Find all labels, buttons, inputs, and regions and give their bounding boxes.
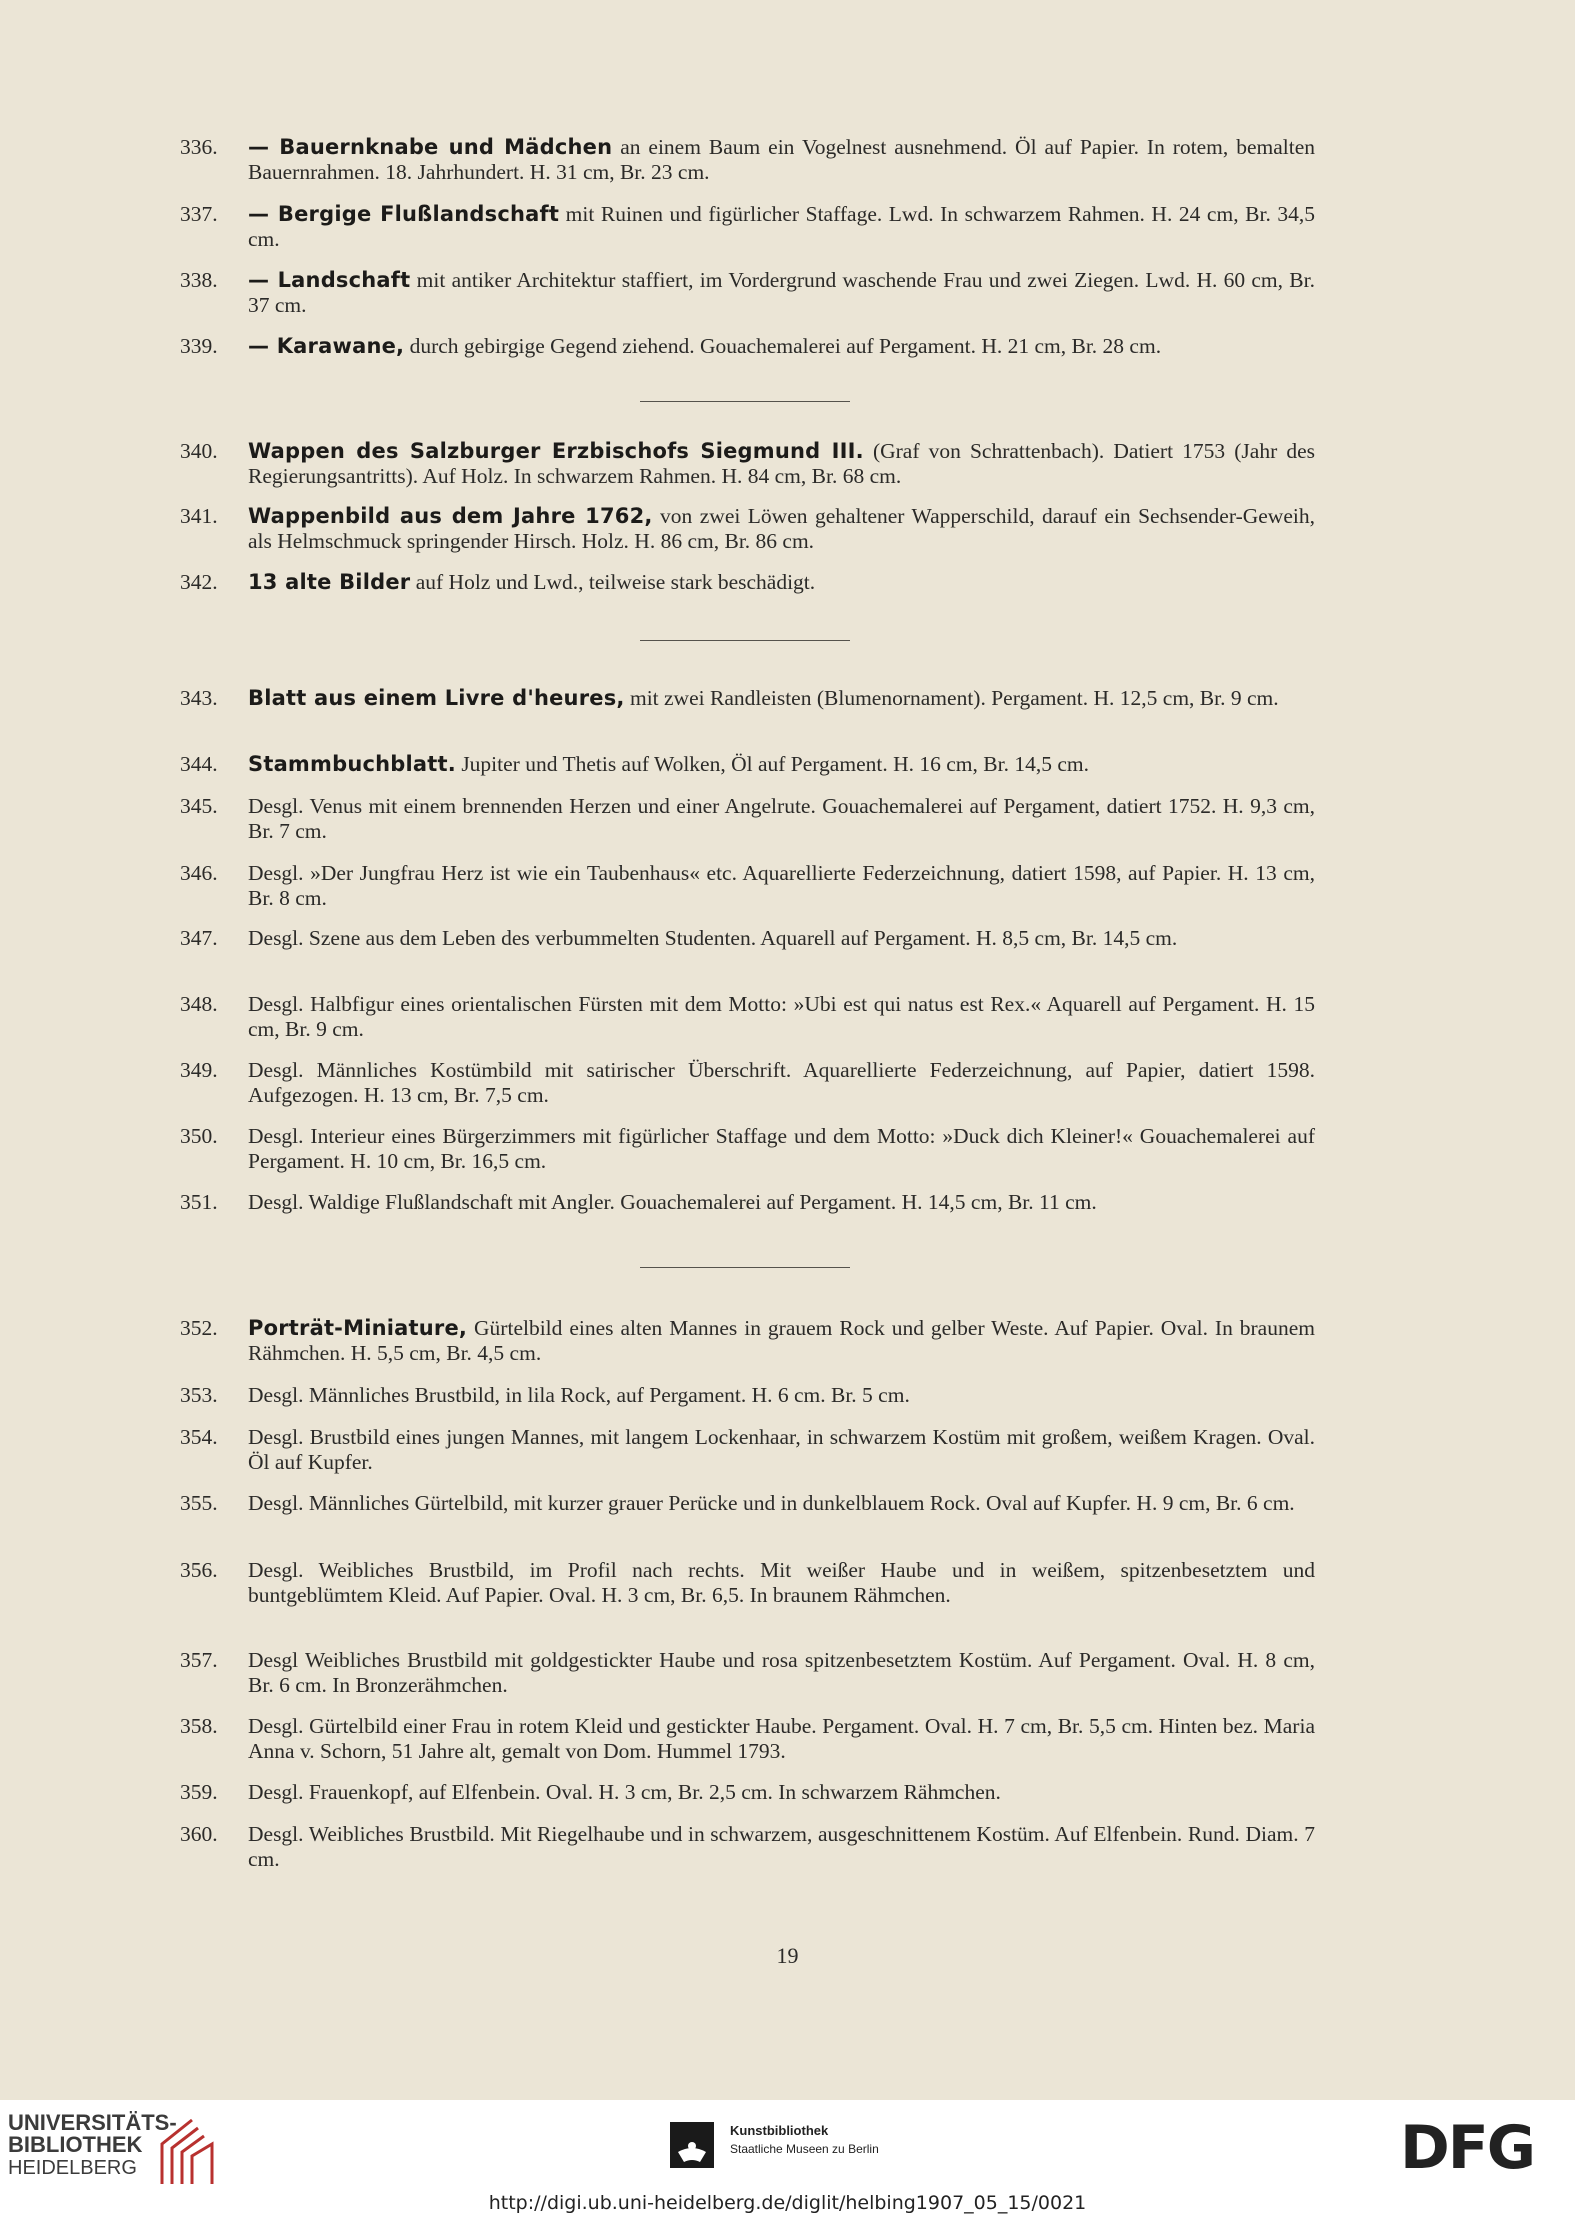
entry-description: Desgl. Waldige Flußlandschaft mit Angler. Gouachemalerei auf Pergament. H. 14,5 cm, Br. 11 cm. — [248, 1190, 1097, 1214]
entry-description: mit antiker Architektur staffiert, im Vordergrund waschende Frau und zwei Ziegen. Lwd. H. 60 cm, Br. 37 cm. — [248, 268, 1315, 317]
entry-description: Desgl. Venus mit einem brennenden Herzen und einer Angelrute. Gouachemalerei auf Pergament, datiert 1752. H. 9,3 cm, Br. 7 cm. — [248, 794, 1315, 843]
entry-text — [248, 268, 1315, 318]
catalog-entry-355 — [180, 1491, 1315, 1516]
entry-number: 355. — [180, 1491, 218, 1515]
entry-description: Desgl. Gürtelbild einer Frau in rotem Kleid und gestickter Haube. Pergament. Oval. H. 7 cm, Br. 5,5 cm. Hinten bez. Maria Anna v. Schorn, 51 Jahre alt, gemalt von Dom. Hummel 1793. — [248, 1714, 1315, 1763]
entry-description: Desgl. Männliches Kostümbild mit satirischer Überschrift. Aquarellierte Federzeichnung, auf Papier, datiert 1598. Aufgezogen. H. 13 cm, Br. 7,5 cm. — [248, 1058, 1315, 1107]
entry-text — [248, 1558, 1315, 1608]
entry-text — [248, 1822, 1315, 1872]
entry-text — [248, 439, 1315, 489]
entry-description: Desgl. Weibliches Brustbild. Mit Riegelhaube und in schwarzem, ausgeschnittenem Kostüm. Auf Elfenbein. Rund. Diam. 7 cm. — [248, 1822, 1315, 1871]
catalog-entry-358 — [180, 1714, 1315, 1764]
entry-description: Gürtelbild eines alten Mannes in grauem Rock und gelber Weste. Auf Papier. Oval. In braunem Rähmchen. H. 5,5 cm, Br. 4,5 cm. — [248, 1316, 1315, 1365]
source-url-link[interactable]: http://digi.ub.uni-heidelberg.de/diglit/helbing1907_05_15/0021 — [488, 2192, 1087, 2214]
entry-text — [248, 334, 1315, 359]
catalog-entry-359 — [180, 1780, 1315, 1805]
entry-number: 341. — [180, 504, 218, 528]
entry-text — [248, 1648, 1315, 1698]
catalog-entry-351 — [180, 1190, 1315, 1215]
entry-number: 337. — [180, 202, 218, 226]
entry-text — [248, 861, 1315, 911]
entry-description: Desgl. »Der Jungfrau Herz ist wie ein Taubenhaus« etc. Aquarellierte Federzeichnung, datiert 1598, auf Papier. H. 13 cm, Br. 8 cm. — [248, 861, 1315, 910]
entry-title: Stammbuchblatt. — [248, 752, 456, 776]
entry-title: Wappen des Salzburger Erzbischofs Siegmund III. — [248, 439, 864, 463]
entry-text — [248, 926, 1315, 951]
entry-title: — Bergige Flußlandschaft — [248, 202, 560, 226]
entry-title: Blatt aus einem Livre d'heures, — [248, 686, 625, 710]
entry-description: (Graf von Schrattenbach). Datiert 1753 (Jahr des Regierungsantritts). Auf Holz. In schwarzem Rahmen. H. 84 cm, Br. 68 cm. — [248, 439, 1315, 488]
entry-text — [248, 1714, 1315, 1764]
entry-number: 340. — [180, 439, 218, 463]
dfg-logo[interactable]: DFG — [1400, 2113, 1535, 2183]
entry-text — [248, 1058, 1315, 1108]
entry-text — [248, 1780, 1315, 1805]
entry-description: mit zwei Randleisten (Blumenornament). Pergament. H. 12,5 cm, Br. 9 cm. — [624, 686, 1279, 710]
entry-title: Porträt-Miniature, — [248, 1316, 468, 1340]
catalog-entry-360 — [180, 1822, 1315, 1872]
entry-text — [248, 686, 1315, 711]
entry-text — [248, 504, 1315, 554]
entry-description: Jupiter und Thetis auf Wolken, Öl auf Pergament. H. 16 cm, Br. 14,5 cm. — [455, 752, 1089, 776]
entry-number: 360. — [180, 1822, 218, 1846]
entry-text — [248, 1425, 1315, 1475]
entry-description: Desgl. Weibliches Brustbild, im Profil nach rechts. Mit weißer Haube und in weißem, spitzenbesetztem und buntgeblümtem Kleid. Auf Papier. Oval. H. 3 cm, Br. 6,5. In braunem Rähmchen. — [248, 1558, 1315, 1607]
catalog-entry-340 — [180, 439, 1315, 489]
entry-description: an einem Baum ein Vogelnest ausnehmend. Öl auf Papier. In rotem, bemalten Bauernrahmen. 18. Jahrhundert. H. 31 cm, Br. 23 cm. — [248, 135, 1315, 184]
entry-number: 359. — [180, 1780, 218, 1804]
entry-description: Desgl. Männliches Gürtelbild, mit kurzer grauer Perücke und in dunkelblauem Rock. Oval auf Kupfer. H. 9 cm, Br. 6 cm. — [248, 1491, 1295, 1515]
page-number: 19 — [776, 1943, 799, 1968]
entry-description: von zwei Löwen gehaltener Wapperschild, darauf ein Sechsender-Geweih, als Helmschmuck springender Hirsch. Holz. H. 86 cm, Br. 86 cm. — [248, 504, 1315, 553]
catalog-entry-339 — [180, 334, 1315, 359]
footer-bar — [0, 2100, 1575, 2217]
entry-text — [248, 1190, 1315, 1215]
entry-description: mit Ruinen und figürlicher Staffage. Lwd. In schwarzem Rahmen. H. 24 cm, Br. 34,5 cm. — [248, 202, 1315, 251]
catalog-entry-341 — [180, 504, 1315, 554]
catalog-entry-345 — [180, 794, 1315, 844]
entry-text — [248, 1491, 1315, 1516]
section-divider — [640, 640, 850, 641]
entry-number: 336. — [180, 135, 218, 159]
entry-number: 346. — [180, 861, 218, 885]
entry-title: 13 alte Bilder — [248, 570, 411, 594]
entry-title: — Karawane, — [248, 334, 405, 358]
entry-number: 356. — [180, 1558, 218, 1582]
entry-text — [248, 1316, 1315, 1366]
entry-number: 339. — [180, 334, 218, 358]
entry-number: 357. — [180, 1648, 218, 1672]
entry-title: — Landschaft — [248, 268, 411, 292]
entry-description: Desgl. Frauenkopf, auf Elfenbein. Oval. H. 3 cm, Br. 2,5 cm. In schwarzem Rähmchen. — [248, 1780, 1001, 1804]
catalog-entry-348 — [180, 992, 1315, 1042]
catalog-entry-349 — [180, 1058, 1315, 1108]
ub-logo-line-3: HEIDELBERG — [8, 2157, 137, 2179]
entry-text — [248, 794, 1315, 844]
section-divider — [640, 401, 850, 402]
entry-text — [248, 752, 1315, 777]
kb-name: Kunstbibliothek — [730, 2123, 829, 2138]
entry-number: 353. — [180, 1383, 218, 1407]
entry-title: Wappenbild aus dem Jahre 1762, — [248, 504, 653, 528]
kunstbibliothek-eagle-icon — [670, 2122, 714, 2172]
entry-description: Desgl Weibliches Brustbild mit goldgestickter Haube und rosa spitzenbesetztem Kostüm. Auf Pergament. Oval. H. 8 cm, Br. 6 cm. In Bronzerähmchen. — [248, 1648, 1315, 1697]
entry-text — [248, 1383, 1315, 1408]
catalog-entry-338 — [180, 268, 1315, 318]
entry-description: Desgl. Interieur eines Bürgerzimmers mit figürlicher Staffage und dem Motto: »Duck dich Kleiner!« Gouachemalerei auf Pergament. H. 10 cm, Br. 16,5 cm. — [248, 1124, 1315, 1173]
entry-number: 342. — [180, 570, 218, 594]
catalog-entry-357 — [180, 1648, 1315, 1698]
entry-number: 358. — [180, 1714, 218, 1738]
entry-number: 349. — [180, 1058, 218, 1082]
entry-number: 354. — [180, 1425, 218, 1449]
entry-number: 350. — [180, 1124, 218, 1148]
entry-description: Desgl. Brustbild eines jungen Mannes, mit langem Lockenhaar, in schwarzem Kostüm mit großem, weißem Kragen. Oval. Öl auf Kupfer. — [248, 1425, 1315, 1474]
catalog-entry-337 — [180, 202, 1315, 252]
catalog-entry-336 — [180, 135, 1315, 185]
catalog-entry-356 — [180, 1558, 1315, 1608]
section-divider — [640, 1267, 850, 1268]
entry-text — [248, 992, 1315, 1042]
entry-number: 345. — [180, 794, 218, 818]
kb-institution: Staatliche Museen zu Berlin — [730, 2142, 879, 2156]
catalog-entry-344 — [180, 752, 1315, 777]
catalog-entry-343 — [180, 686, 1315, 711]
entry-number: 348. — [180, 992, 218, 1016]
catalog-entry-346 — [180, 861, 1315, 911]
entry-description: durch gebirgige Gegend ziehend. Gouachemalerei auf Pergament. H. 21 cm, Br. 28 cm. — [404, 334, 1162, 358]
entry-number: 338. — [180, 268, 218, 292]
entry-description: Desgl. Halbfigur eines orientalischen Fürsten mit dem Motto: »Ubi est qui natus est Rex.« Aquarell auf Pergament. H. 15 cm, Br. 9 cm. — [248, 992, 1315, 1041]
catalog-entry-353 — [180, 1383, 1315, 1408]
entry-number: 351. — [180, 1190, 218, 1214]
entry-text — [248, 135, 1315, 185]
entry-description: Desgl. Männliches Brustbild, in lila Rock, auf Pergament. H. 6 cm. Br. 5 cm. — [248, 1383, 910, 1407]
entry-number: 344. — [180, 752, 218, 776]
catalog-entry-352 — [180, 1316, 1315, 1366]
ub-logo-line-2: BIBLIOTHEK — [8, 2132, 143, 2157]
catalog-entry-350 — [180, 1124, 1315, 1174]
entry-text — [248, 1124, 1315, 1174]
kunstbibliothek-logo-text[interactable] — [730, 2122, 879, 2158]
entry-title: — Bauernknabe und Mädchen — [248, 135, 613, 159]
entry-text — [248, 202, 1315, 252]
ub-emblem-icon — [158, 2114, 220, 2190]
entry-number: 347. — [180, 926, 218, 950]
catalog-entry-342 — [180, 570, 1315, 595]
entry-description: auf Holz und Lwd., teilweise stark beschädigt. — [410, 570, 816, 594]
entry-number: 343. — [180, 686, 218, 710]
entry-number: 352. — [180, 1316, 218, 1340]
entry-text — [248, 570, 1315, 595]
catalog-entry-347 — [180, 926, 1315, 951]
ub-logo-line-1: UNIVERSITÄTS- — [8, 2110, 177, 2135]
entry-description: Desgl. Szene aus dem Leben des verbummelten Studenten. Aquarell auf Pergament. H. 8,5 cm, Br. 14,5 cm. — [248, 926, 1178, 950]
catalog-entry-354 — [180, 1425, 1315, 1475]
ub-heidelberg-logo[interactable] — [8, 2112, 177, 2180]
